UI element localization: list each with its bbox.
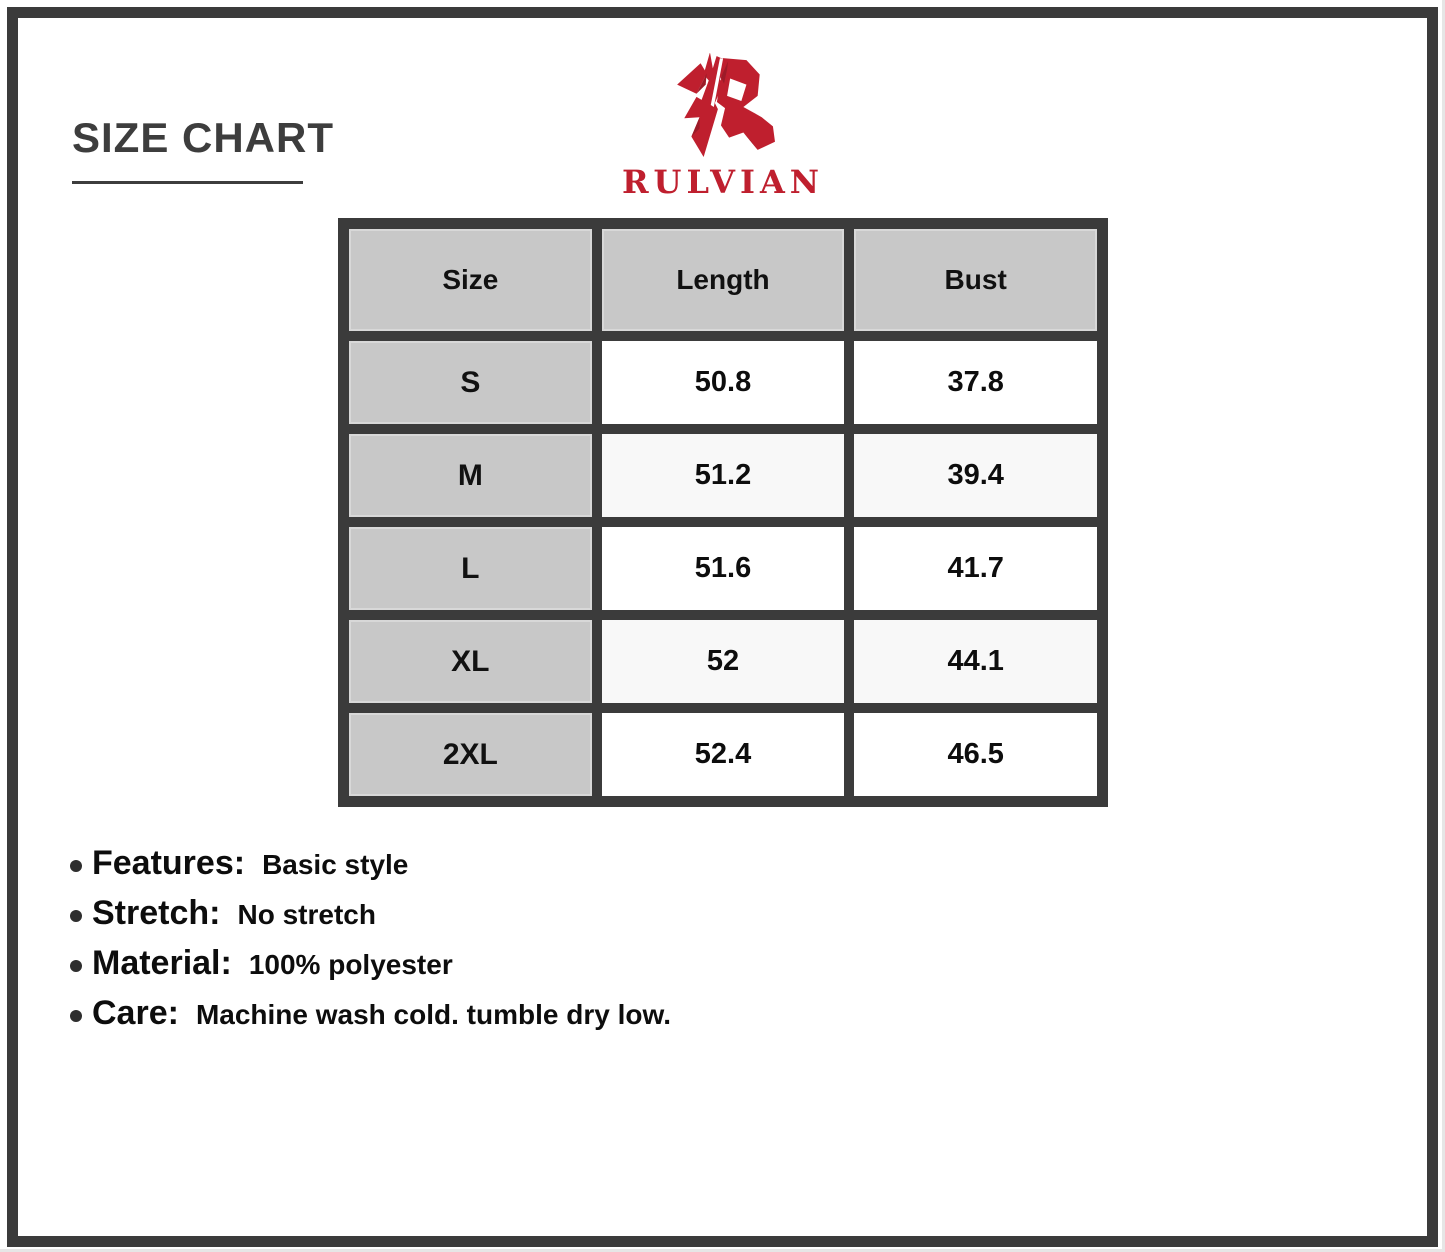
product-details-list	[70, 844, 671, 1044]
bullet-icon	[70, 910, 82, 922]
detail-item-material	[70, 944, 671, 994]
cell-length-2xl: 52.4	[602, 713, 845, 796]
cell-bust-2xl: 46.5	[854, 713, 1097, 796]
brand-wordmark: RULVIAN	[621, 163, 825, 201]
detail-label: Care:	[92, 994, 179, 1032]
column-header-size: Size	[349, 229, 592, 331]
detail-value: Machine wash cold. tumble dry low.	[195, 999, 671, 1030]
column-header-bust: Bust	[854, 229, 1097, 331]
detail-item-stretch	[70, 894, 671, 944]
cell-size-s: S	[349, 341, 592, 424]
bullet-icon	[70, 960, 82, 972]
brand-block	[600, 48, 846, 201]
detail-label: Stretch:	[92, 894, 221, 932]
page-title: SIZE CHART	[72, 114, 334, 161]
title-underline	[72, 181, 303, 184]
cell-bust-m: 39.4	[854, 434, 1097, 517]
cell-size-m: M	[349, 434, 592, 517]
cell-bust-s: 37.8	[854, 341, 1097, 424]
detail-label: Features:	[92, 844, 246, 882]
cell-length-xl: 52	[602, 620, 845, 703]
cell-bust-xl: 44.1	[854, 620, 1097, 703]
detail-value: Basic style	[262, 849, 409, 880]
rulvian-r-logo-icon	[670, 48, 776, 160]
cell-length-s: 50.8	[602, 341, 845, 424]
detail-item-care	[70, 994, 671, 1044]
detail-value: 100% polyester	[248, 949, 453, 980]
cell-size-xl: XL	[349, 620, 592, 703]
cell-size-l: L	[349, 527, 592, 610]
column-header-length: Length	[602, 229, 845, 331]
size-table	[338, 218, 1108, 807]
bullet-icon	[70, 860, 82, 872]
cell-length-l: 51.6	[602, 527, 845, 610]
cell-bust-l: 41.7	[854, 527, 1097, 610]
detail-value: No stretch	[237, 899, 376, 930]
bullet-icon	[70, 1010, 82, 1022]
cell-length-m: 51.2	[602, 434, 845, 517]
detail-label: Material:	[92, 944, 232, 982]
detail-item-features	[70, 844, 671, 894]
cell-size-2xl: 2XL	[349, 713, 592, 796]
